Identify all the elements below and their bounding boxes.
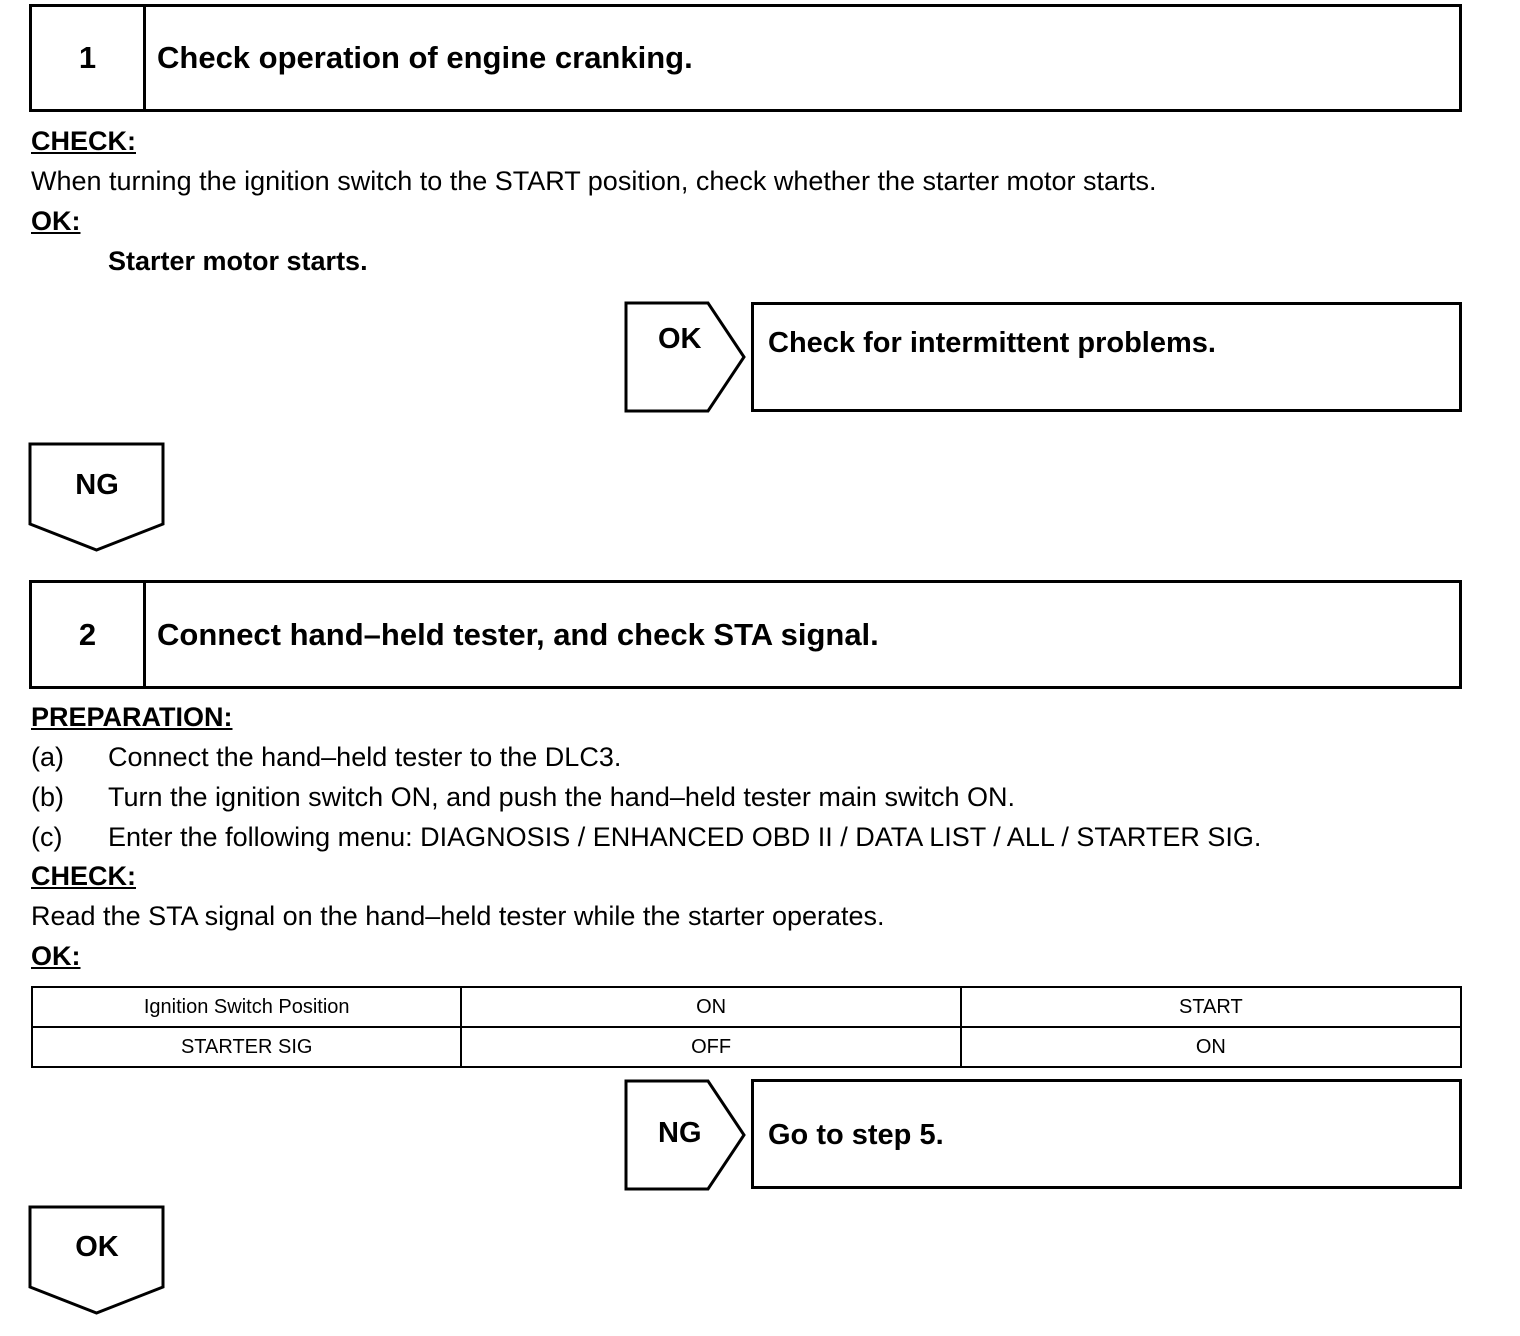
step-2-ng-result-text: Go to step 5. — [768, 1119, 944, 1151]
table-cell: Ignition Switch Position — [32, 987, 461, 1027]
step-1-title: Check operation of engine cranking. — [157, 40, 693, 75]
prep-item-c-marker: (c) — [31, 822, 63, 852]
sta-signal-table — [31, 986, 1462, 1068]
step-1-ok-result-text: Check for intermittent problems. — [768, 327, 1216, 359]
table-cell: OFF — [461, 1027, 960, 1067]
step-2-ok-heading: OK: — [31, 941, 81, 971]
step-2-check-heading: CHECK: — [31, 861, 136, 891]
step-2-title: Connect hand–held tester, and check STA signal. — [157, 616, 879, 652]
step-1-ok-arrow-label: OK — [658, 323, 702, 355]
step-2-ng-arrow-label: NG — [658, 1117, 702, 1149]
step-2-number: 2 — [32, 583, 146, 686]
step-1-check-text: When turning the ignition switch to the START position, check whether the starter motor starts. — [31, 166, 1157, 196]
prep-item-b-text: Turn the ignition switch ON, and push the hand–held tester main switch ON. — [108, 782, 1015, 812]
step-2-ok-arrow-label: OK — [75, 1231, 119, 1263]
step-1-ok-result-box — [751, 302, 1462, 412]
step-2-check-text: Read the STA signal on the hand–held tester while the starter operates. — [31, 901, 885, 931]
prep-item-a-marker: (a) — [31, 742, 64, 772]
step-1-ng-arrow-label: NG — [75, 469, 119, 501]
table-cell: START — [961, 987, 1461, 1027]
step-1-check-heading: CHECK: — [31, 126, 136, 156]
step-1-ok-text: Starter motor starts. — [108, 246, 368, 276]
step-1-ok-arrow-shape — [624, 301, 748, 413]
step-1-header — [29, 4, 1462, 112]
step-1-number: 1 — [32, 7, 146, 109]
step-2-header — [29, 580, 1462, 689]
prep-item-c-text: Enter the following menu: DIAGNOSIS / ENHANCED OBD II / DATA LIST / ALL / STARTER SIG. — [108, 822, 1262, 852]
table-row — [32, 987, 1461, 1027]
table-cell: STARTER SIG — [32, 1027, 461, 1067]
table-cell: ON — [961, 1027, 1461, 1067]
table-row — [32, 1027, 1461, 1067]
table-cell: ON — [461, 987, 960, 1027]
prep-item-a-text: Connect the hand–held tester to the DLC3. — [108, 742, 622, 772]
step-1-ok-heading: OK: — [31, 206, 81, 236]
step-2-ng-result-box — [751, 1079, 1462, 1189]
prep-item-b-marker: (b) — [31, 782, 64, 812]
step-2-prep-heading: PREPARATION: — [31, 702, 233, 732]
